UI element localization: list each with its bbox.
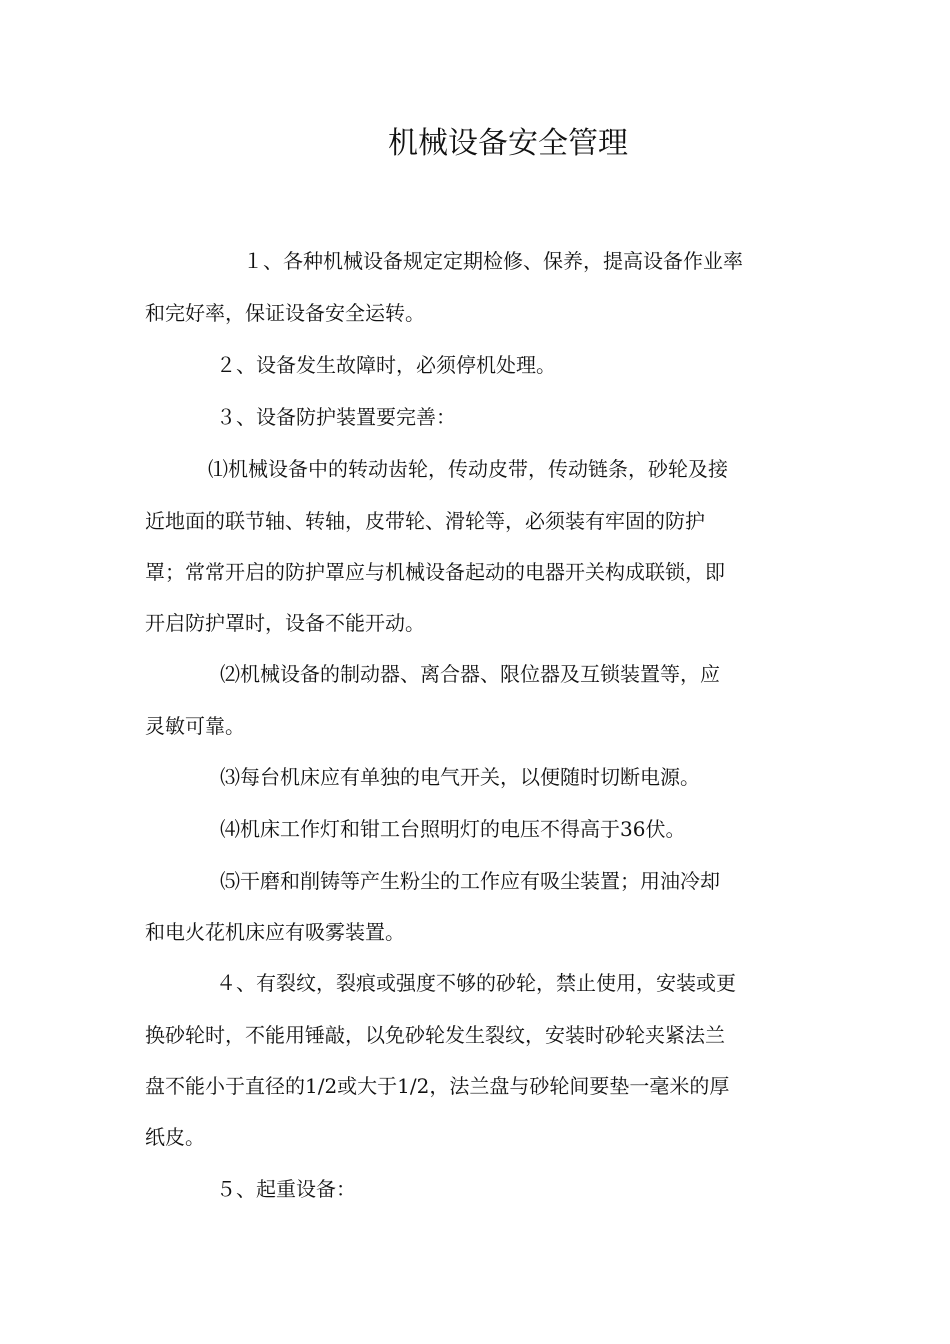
sub-1-line-3: 罩；常常开启的防护罩应与机械设备起动的电器开关构成联锁，即 (145, 560, 725, 584)
item-3-line: ３、设备防护装置要完善： (216, 405, 456, 429)
item-4-line-4: 纸皮。 (145, 1125, 205, 1149)
sub-1-line-1: ⑴机械设备中的转动齿轮，传动皮带，传动链条，砂轮及接 (208, 457, 728, 481)
item-4-line-2: 换砂轮时，不能用锤敲，以免砂轮发生裂纹，安装时砂轮夹紧法兰 (145, 1023, 725, 1047)
sub-5-line-2: 和电火花机床应有吸雾装置。 (145, 920, 405, 944)
item-2-line: ２、设备发生故障时，必须停机处理。 (216, 353, 556, 377)
sub-1-line-2: 近地面的联节轴、转轴，皮带轮、滑轮等，必须装有牢固的防护 (145, 509, 705, 533)
item-4-line-3: 盘不能小于直径的1/2或大于1/2，法兰盘与砂轮间要垫一毫米的厚 (145, 1074, 730, 1098)
item-1-line-2: 和完好率，保证设备安全运转。 (145, 301, 425, 325)
sub-2-line-2: 灵敏可靠。 (145, 714, 245, 738)
item-5-line: ５、起重设备： (216, 1177, 356, 1201)
sub-1-line-4: 开启防护罩时，设备不能开动。 (145, 611, 425, 635)
item-1-line-1: １、各种机械设备规定定期检修、保养，提高设备作业率 (243, 249, 743, 273)
sub-2-line-1: ⑵机械设备的制动器、离合器、限位器及互锁装置等，应 (220, 662, 720, 686)
document-title: 机械设备安全管理 (388, 126, 628, 161)
sub-3-line: ⑶每台机床应有单独的电气开关，以便随时切断电源。 (220, 765, 700, 789)
sub-5-line-1: ⑸干磨和削铸等产生粉尘的工作应有吸尘装置；用油冷却 (220, 869, 720, 893)
item-4-line-1: ４、有裂纹，裂痕或强度不够的砂轮，禁止使用，安装或更 (216, 971, 736, 995)
sub-4-line: ⑷机床工作灯和钳工台照明灯的电压不得高于36伏。 (220, 817, 686, 841)
